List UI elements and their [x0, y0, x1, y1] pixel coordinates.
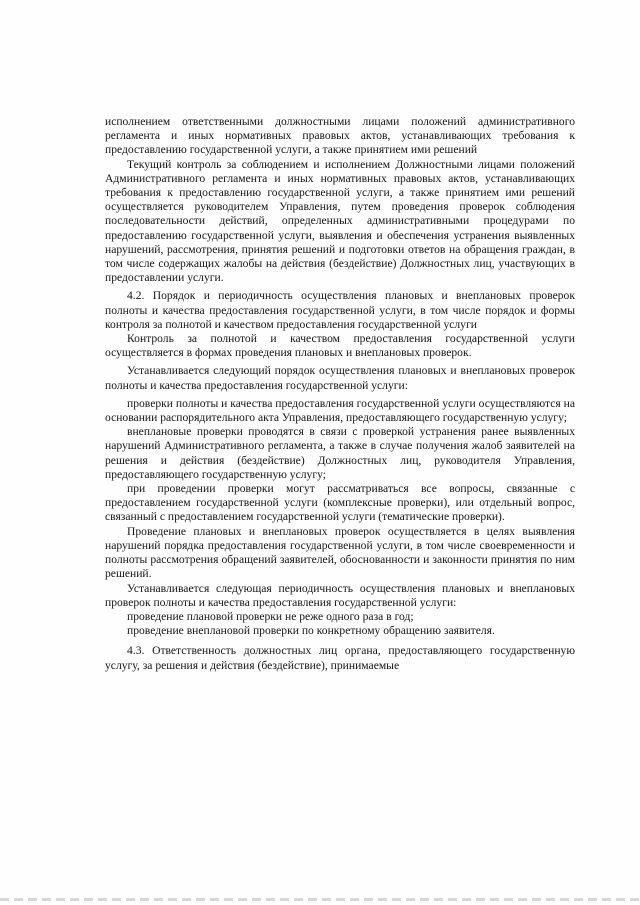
paragraph-inspection-basis: проверки полноты и качества предоставления государственной услуги осуществляются на основании распорядительного акта Управления, предоставляющего государственную услугу;: [105, 396, 575, 425]
paragraph-procedure-intro: Устанавливается следующий порядок осуществления плановых и внеплановых проверок полноты и качества предоставления государственной услуги:: [105, 364, 575, 392]
paragraph-planned-frequency: проведение плановой проверки не реже одного раза в год;: [127, 609, 414, 623]
paragraph-unscheduled-inspections: внеплановые проверки проводятся в связи с проверкой устранения ранее выявленных нарушений Административного регламента, а также в случае получения жалоб заявителей на решения и действия (бездействие) Должностных лиц, руководителя Управления, предоставляющего государственную услугу;: [105, 425, 575, 481]
section-heading-4-2: 4.2. Порядок и периодичность осуществления плановых и внеплановых проверок полноты и качества предоставления государственной услуги, в том числе порядок и формы контроля за полнотой и качеством предоставления государственной услуги: [105, 289, 575, 331]
paragraph-inspection-scope: при проведении проверки могут рассматриваться все вопросы, связанные с предоставлением государственной услуги (комплексные проверки), или отдельный вопрос, связанный с предоставлением государственной услуги (тематические проверки).: [105, 482, 575, 524]
paragraph-control-forms: Контроль за полнотой и качеством предоставления государственной услуги осуществляется в формах проведения плановых и внеплановых проверок.: [105, 332, 575, 360]
paragraph-continuation: исполнением ответственными должностными лицами положений административного регламента и иных нормативных правовых актов, устанавливающих требования к предоставлению государственной услуги, а также принятием ими решений: [105, 115, 575, 157]
scan-edge-artifact: [0, 898, 640, 901]
paragraph-inspection-purpose: Проведение плановых и внеплановых проверок осуществляется в целях выявления нарушений порядка предоставления государственной услуги, в том числе своевременности и полноты рассмотрения обращений заявителей, обоснованности и законности принятия по ним решений.: [105, 524, 575, 581]
document-body: [105, 115, 575, 673]
paragraph-unplanned-frequency: проведение внеплановой проверки по конкретному обращению заявителя.: [127, 624, 495, 638]
paragraph-current-control: Текущий контроль за соблюдением и исполнением Должностными лицами положений Административного регламента и иных нормативных правовых актов, устанавливающих требования к предоставлению государственной услуги, а также принятием ими решений осуществляется руководителем Управления, путем проведения проверок соблюдения последовательности действий, определенных административными процедурами по предоставлению государственной услуги, выявления и обеспечения устранения выявленных нарушений, рассмотрения, принятия решений и подготовки ответов на обращения граждан, в том числе содержащих жалобы на действия (бездействие) Должностных лиц, участвующих в предоставлении услуги.: [105, 157, 575, 285]
section-heading-4-3: 4.3. Ответственность должностных лиц органа, предоставляющего государственную услугу, за решения и действия (бездействие), принимаемые: [105, 644, 575, 672]
paragraph-periodicity-intro: Устанавливается следующая периодичность осуществления плановых и внеплановых проверок полноты и качества предоставления государственной услуги:: [105, 581, 575, 609]
